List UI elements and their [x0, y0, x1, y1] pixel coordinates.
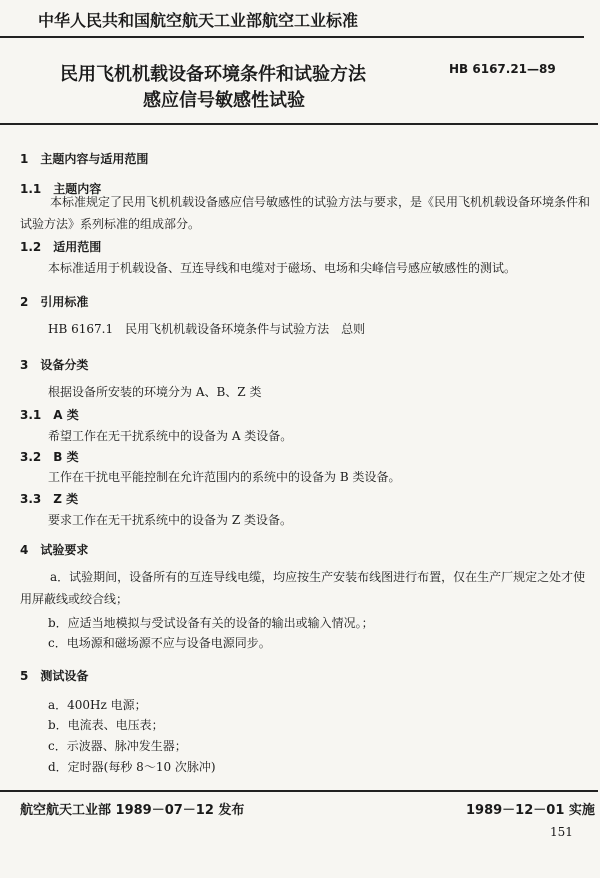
section-2-heading: 2 引用标准 — [20, 295, 89, 309]
section-3-3-heading: 3.3 Z 类 — [20, 492, 79, 506]
equipment-item-c: c．示波器、脉冲发生器； — [48, 739, 187, 753]
section-3-heading: 3 设备分类 — [20, 358, 89, 372]
section-3-intro: 根据设备所安装的环境分为 A、B、Z 类 — [48, 385, 262, 399]
equipment-item-d: d．定时器(每秒 8～10 次脉冲) — [48, 760, 216, 774]
requirement-item-a: a．试验期间，设备所有的互连导线电缆，均应按生产安装布线图进行布置，仅在生产厂规定之处才使用屏蔽线或绞合线； — [20, 570, 586, 606]
effective-date: 1989－12－01 实施 — [466, 803, 595, 818]
section-1-2-text: 本标准适用于机载设备、互连导线和电缆对于磁场、电场和尖峰信号感应敏感性的测试。 — [48, 261, 517, 275]
section-1-heading: 1 主题内容与适用范围 — [20, 152, 149, 166]
section-1-1-text: 本标准规定了民用飞机机载设备感应信号敏感性的试验方法与要求，是《民用飞机机载设备环境条件和试验方法》系列标准的组成部分。 — [20, 195, 591, 231]
requirement-item-c: c．电场源和磁场源不应与设备电源同步。 — [48, 636, 271, 650]
footer-divider — [0, 790, 598, 792]
header-divider — [0, 36, 584, 38]
title-divider — [0, 123, 598, 125]
section-3-2-heading: 3.2 B 类 — [20, 450, 79, 464]
section-3-1-text: 希望工作在无干扰系统中的设备为 A 类设备。 — [48, 429, 293, 443]
section-5-heading: 5 测试设备 — [20, 669, 89, 683]
equipment-item-a: a．400Hz 电源； — [48, 698, 147, 712]
section-3-2-text: 工作在干扰电平能控制在允许范围内的系统中的设备为 B 类设备。 — [48, 470, 401, 484]
document-title-line2: 感应信号敏感性试验 — [143, 90, 305, 111]
section-1-1-heading: 1.1 主题内容 — [20, 182, 102, 196]
standard-code: HB 6167.21—89 — [449, 62, 556, 76]
issuing-organization: 中华人民共和国航空航天工业部航空工业标准 — [38, 11, 359, 30]
section-4-heading: 4 试验要求 — [20, 543, 89, 557]
section-1-2-heading: 1.2 适用范围 — [20, 240, 102, 254]
section-3-3-text: 要求工作在无干扰系统中的设备为 Z 类设备。 — [48, 513, 292, 527]
section-3-1-heading: 3.1 A 类 — [20, 408, 79, 422]
document-title-line1: 民用飞机机载设备环境条件和试验方法 — [60, 64, 366, 85]
requirement-item-b: b．应适当地模拟与受试设备有关的设备的输出或输入情况。； — [48, 616, 374, 630]
issue-date: 航空航天工业部 1989－07－12 发布 — [20, 803, 245, 818]
reference-standard: HB 6167.1 民用飞机机载设备环境条件与试验方法 总则 — [48, 322, 366, 336]
equipment-item-b: b．电流表、电压表； — [48, 718, 164, 732]
page-number: 151 — [550, 825, 573, 839]
